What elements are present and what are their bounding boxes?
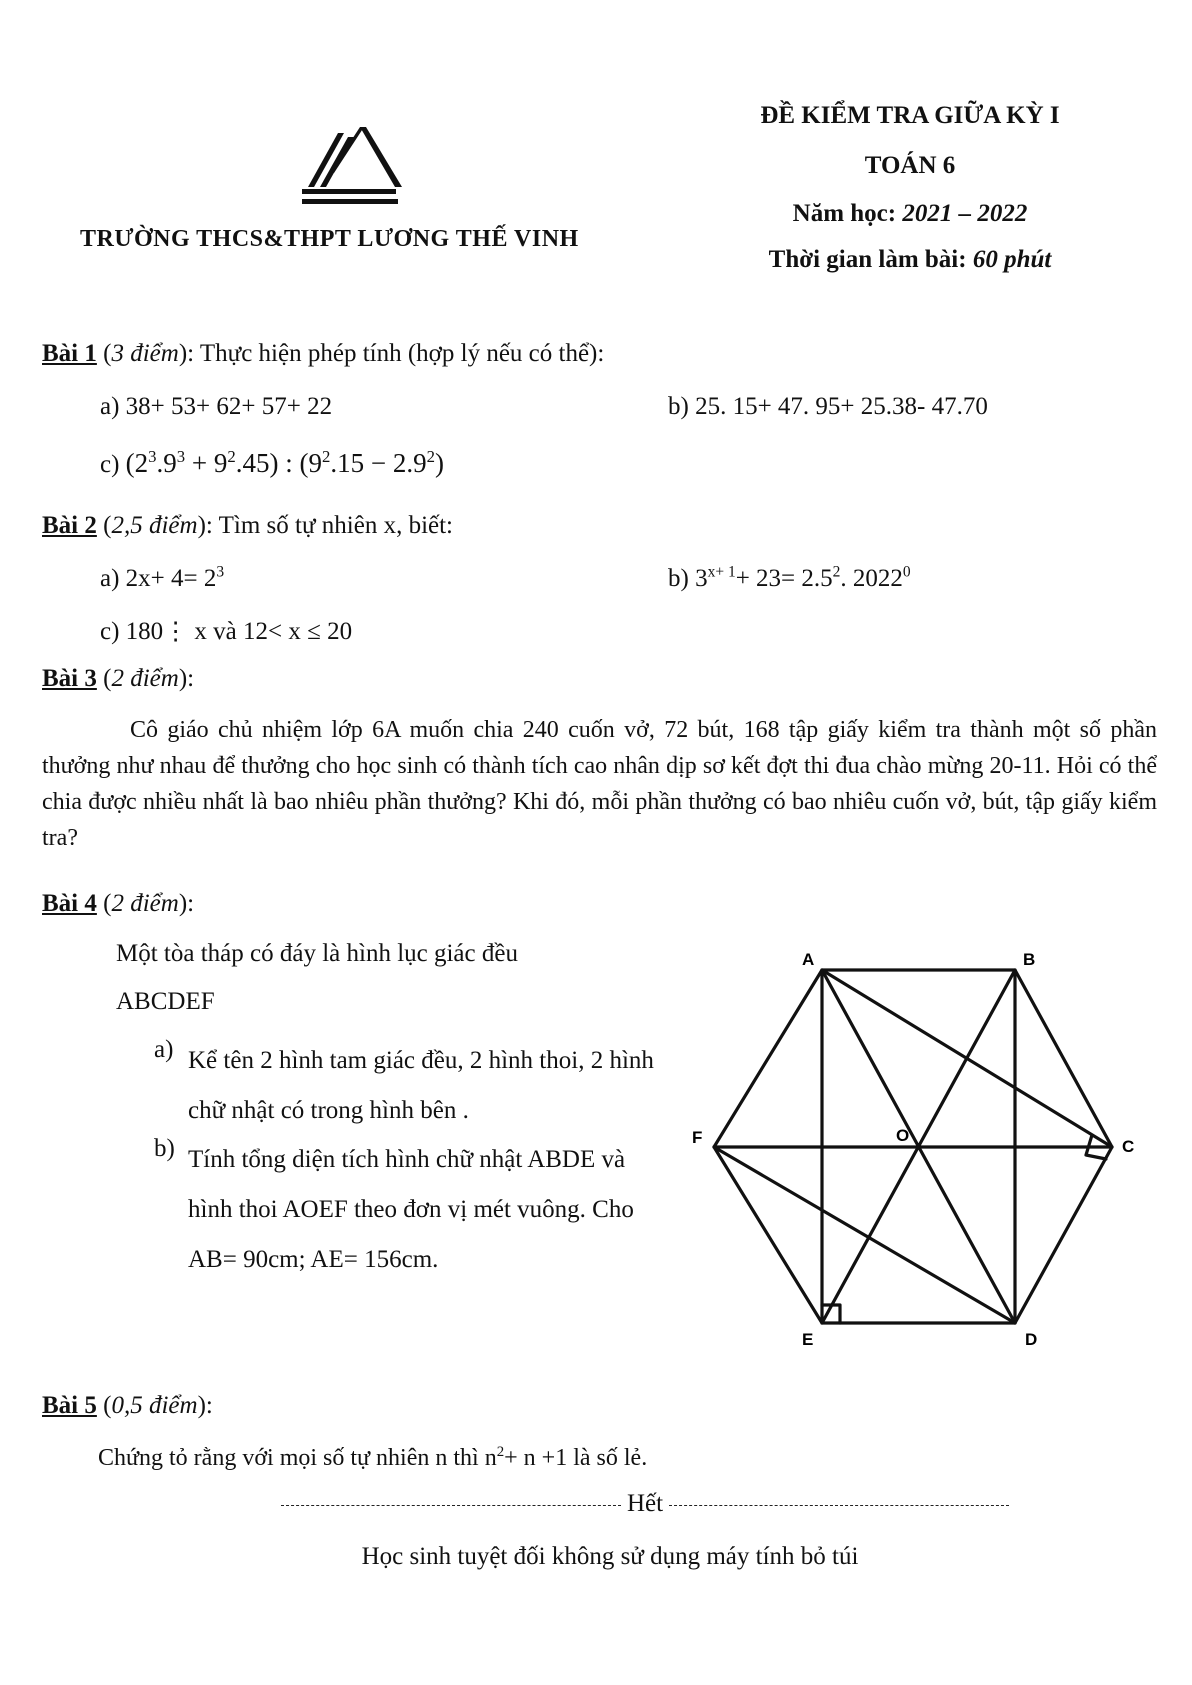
footer-note: Học sinh tuyệt đối không sử dụng máy tính bỏ túi [361, 1543, 859, 1570]
end-rule-left [281, 1505, 621, 1506]
bai5-heading: Bài 5 (0,5 điểm): [42, 1392, 213, 1419]
bai1-item-c-label: c) [100, 451, 120, 478]
bai2-item-a-text: a) 2x+ 4= 2 [100, 565, 217, 592]
bai2-item-b: b) $3^{x+ 1}+ 23= 2.5^2$. 2022$^0$ [668, 563, 911, 592]
vertex-label-d: D [1025, 1330, 1038, 1345]
bai3-title: Bài 3 [42, 665, 97, 692]
exam-duration-value: 60 phút [972, 246, 1052, 273]
bai1-title: Bài 1 [42, 340, 97, 367]
bai2-item-b-rest: + 23= 2.5 [735, 565, 833, 592]
school-logo-icon [300, 125, 410, 210]
bai5-points: 0,5 điểm [111, 1392, 198, 1419]
bai4-points: 2 điểm [111, 890, 179, 917]
bai5-title: Bài 5 [42, 1392, 97, 1419]
bai4-title: Bài 4 [42, 890, 97, 917]
bai4-item-b-label: b) [154, 1135, 175, 1162]
bai1-item-c-expression: $(2^3.9^3 + 9^2.45)$ : $(9^2.15 - 2.9^2)$ [125, 446, 444, 478]
bai2-prompt: : Tìm số tự nhiên x, biết: [205, 512, 453, 539]
segment-fd [714, 1147, 1015, 1323]
vertex-label-b: B [1023, 950, 1036, 969]
bai4-item-b-text: Tính tổng diện tích hình chữ nhật ABDE và hình thoi AOEF theo đơn vị mét vuông. Cho AB= 90cm; AE= 156cm. [188, 1146, 634, 1273]
bai2-points: 2,5 điểm [111, 512, 198, 539]
bai4-intro-line1: Một tòa tháp có đáy là hình lục giác đều [116, 940, 518, 967]
bai2-heading: Bài 2 (2,5 điểm): Tìm số tự nhiên x, biết: [42, 512, 453, 539]
bai1-prompt: : Thực hiện phép tính (hợp lý nếu có thể): [187, 340, 605, 367]
vertex-label-o: O [896, 1126, 910, 1145]
bai1-points: 3 điểm [111, 340, 179, 367]
end-marker [260, 1490, 1030, 1518]
exam-title: ĐỀ KIỂM TRA GIỮA KỲ I [760, 102, 1060, 129]
exam-duration [700, 246, 1120, 274]
bai4-item-a-text: Kể tên 2 hình tam giác đều, 2 hình thoi, 2 hình chữ nhật có trong hình bên . [188, 1047, 654, 1124]
bai4-item-a-label: a) [154, 1036, 174, 1063]
vertex-label-f: F [692, 1128, 703, 1147]
bai3-text: Cô giáo chủ nhiệm lớp 6A muốn chia 240 cuốn vở, 72 bút, 168 tập giấy kiểm tra thành một số phần thưởng như nhau để thưởng cho học sinh có thành tích cao nhân dịp sơ kết đợt thi đua chào mừng 20-11. Hỏi có thể chia được nhiều nhất là bao nhiêu phần thưởng? Khi đó, mỗi phần thưởng có bao nhiêu cuốn vở, bút, tập giấy kiểm tra? [42, 717, 1157, 851]
exam-subject: TOÁN 6 [864, 152, 956, 179]
bai2-item-a: a) $2x+ 4= 2^3$ [100, 563, 225, 592]
hexagon-figure [690, 945, 1150, 1345]
bai2-item-b-base: b) 3 [668, 565, 708, 592]
end-rule-right [669, 1505, 1009, 1506]
bai1-item-b: b) 25. 15+ 47. 95+ 25.38- 47.70 [668, 393, 988, 420]
bai3-heading: Bài 3 (2 điểm): [42, 665, 195, 692]
vertex-label-e: E [802, 1330, 814, 1345]
school-name: TRƯỜNG THCS&THPT LƯƠNG THẾ VINH [80, 226, 579, 252]
bai3-points: 2 điểm [111, 665, 179, 692]
end-text: Hết [626, 1490, 664, 1517]
school-year-value: 2021 – 2022 [902, 200, 1028, 227]
school-year-label: Năm học: [792, 200, 897, 227]
exam-duration-label: Thời gian làm bài: [768, 246, 967, 273]
bai5-text-before: Chứng tỏ rằng với mọi số tự nhiên n thì n [98, 1445, 497, 1471]
bai1-heading: Bài 1 (3 điểm): Thực hiện phép tính (hợp lý nếu có thể): [42, 340, 605, 367]
bai2-title: Bài 2 [42, 512, 97, 539]
school-year [700, 200, 1120, 228]
bai1-item-a: a) 38+ 53+ 62+ 57+ 22 [100, 393, 333, 420]
vertex-label-c: C [1122, 1137, 1135, 1156]
school-logo [300, 125, 410, 210]
bai4-heading: Bài 4 (2 điểm): [42, 890, 195, 917]
bai2-item-c: c) 180⋮ x và 12< x ≤ 20 [100, 618, 353, 645]
bai5-text: Chứng tỏ rằng với mọi số tự nhiên n thì $n^2+ n +1$ là số lẻ. [98, 1444, 648, 1471]
bai2-item-b-end: . 2022 [840, 565, 903, 592]
bai1-item-c [100, 448, 444, 479]
bai4-intro-line2: ABCDEF [116, 988, 215, 1015]
bai5-text-after: + n +1 là số lẻ. [504, 1445, 648, 1471]
segment-ac [822, 970, 1112, 1147]
vertex-label-a: A [802, 950, 815, 969]
